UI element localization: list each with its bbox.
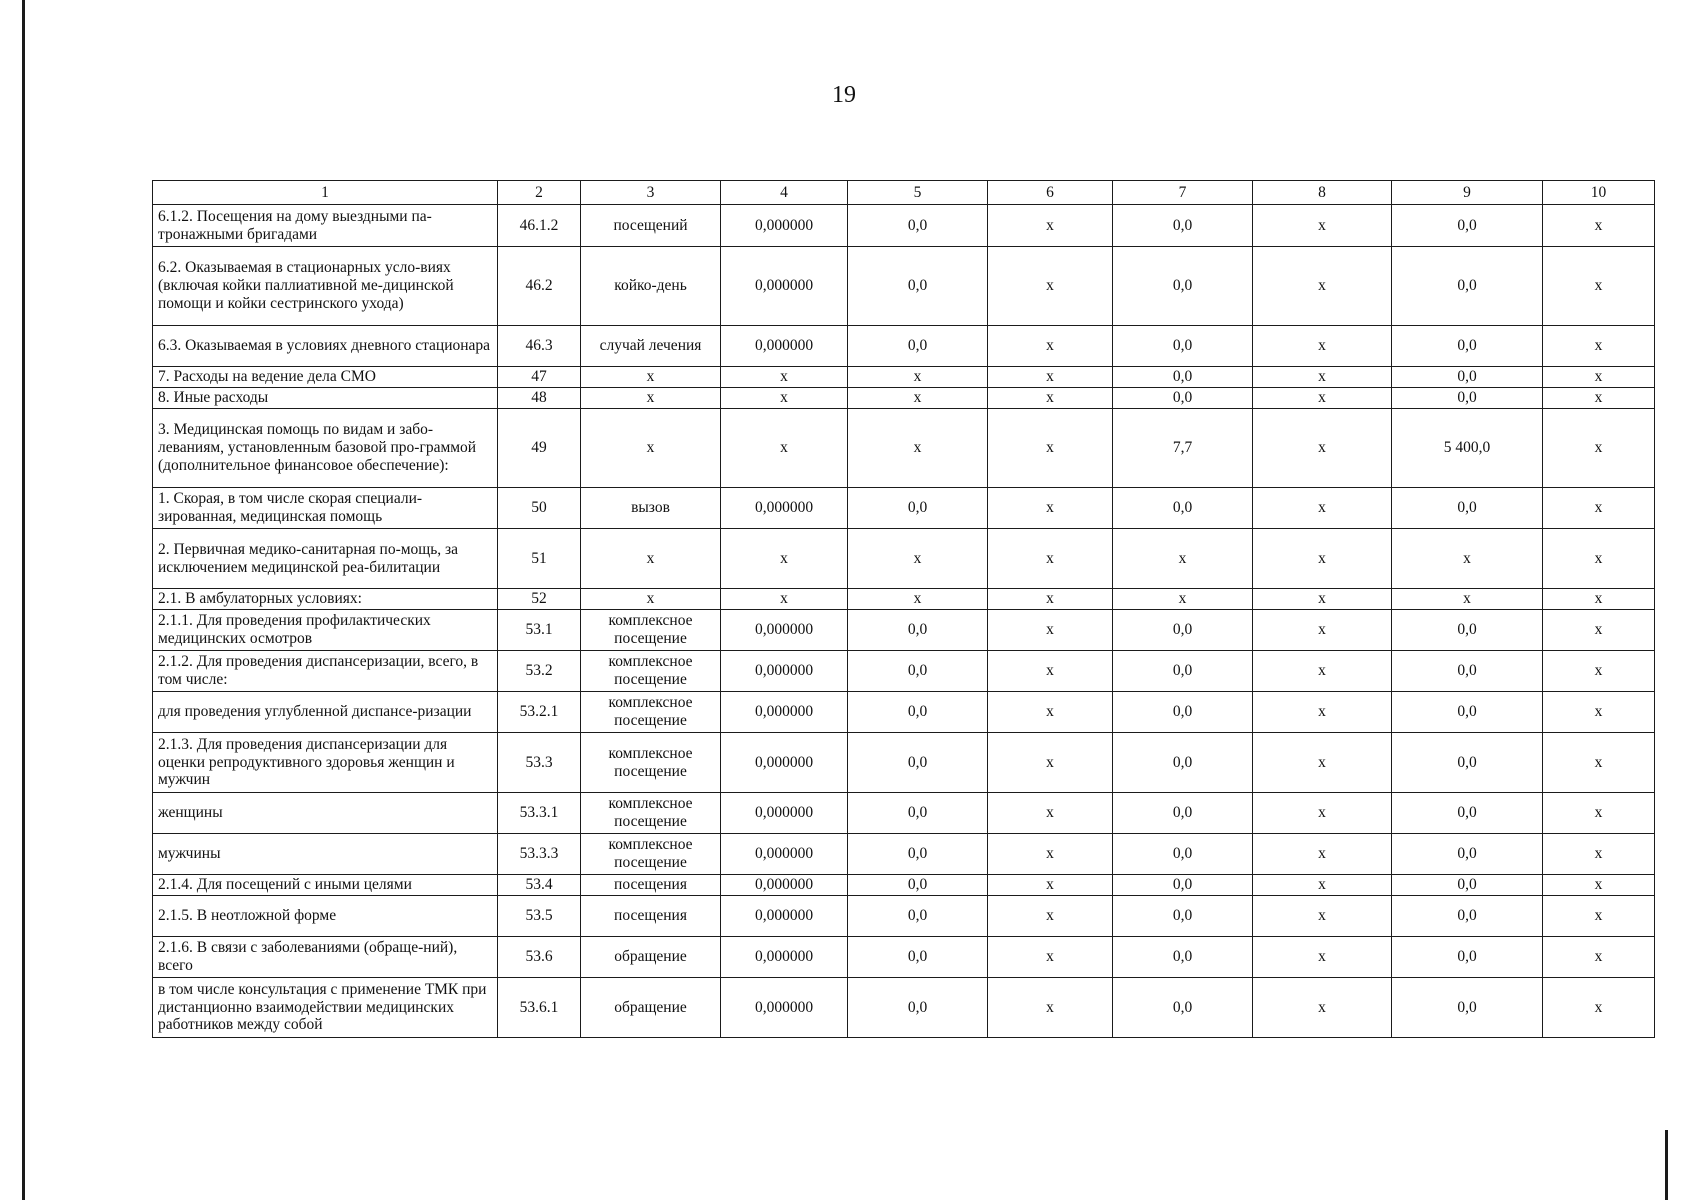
cell-col5: 0,0 (848, 875, 988, 896)
column-header-2: 2 (498, 181, 581, 205)
row-unit: комплексное посещение (581, 793, 721, 834)
row-name: 2.1.5. В неотложной форме (153, 896, 498, 937)
cell-col8: x (1253, 529, 1392, 589)
cell-col6: x (988, 875, 1113, 896)
column-header-4: 4 (721, 181, 848, 205)
cell-col7: 0,0 (1113, 388, 1253, 409)
cell-col10: x (1543, 733, 1655, 793)
cell-col4: 0,000000 (721, 692, 848, 733)
cell-col10: x (1543, 692, 1655, 733)
cell-col10: x (1543, 793, 1655, 834)
table-row (153, 409, 1655, 488)
cell-col8: x (1253, 896, 1392, 937)
column-header-1: 1 (153, 181, 498, 205)
cell-col10: x (1543, 896, 1655, 937)
row-unit: x (581, 367, 721, 388)
cell-col7: 0,0 (1113, 367, 1253, 388)
cell-col4: 0,000000 (721, 247, 848, 326)
row-code: 46.2 (498, 247, 581, 326)
row-code: 53.3 (498, 733, 581, 793)
column-header-5: 5 (848, 181, 988, 205)
cell-col6: x (988, 589, 1113, 610)
row-unit: комплексное посещение (581, 834, 721, 875)
column-header-7: 7 (1113, 181, 1253, 205)
row-code: 47 (498, 367, 581, 388)
cell-col4: 0,000000 (721, 793, 848, 834)
cell-col6: x (988, 326, 1113, 367)
cell-col8: x (1253, 793, 1392, 834)
cell-col9: 0,0 (1392, 875, 1543, 896)
row-name: мужчины (153, 834, 498, 875)
row-unit: x (581, 529, 721, 589)
cell-col4: 0,000000 (721, 651, 848, 692)
cell-col10: x (1543, 367, 1655, 388)
cell-col5: x (848, 388, 988, 409)
table-row (153, 488, 1655, 529)
row-name: 2. Первичная медико-санитарная по-мощь, за исключением медицинской реа-билитации (153, 529, 498, 589)
column-header-6: 6 (988, 181, 1113, 205)
cell-col10: x (1543, 529, 1655, 589)
cell-col4: 0,000000 (721, 326, 848, 367)
cell-col9: 0,0 (1392, 692, 1543, 733)
cell-col10: x (1543, 409, 1655, 488)
cell-col8: x (1253, 733, 1392, 793)
row-unit: комплексное посещение (581, 610, 721, 651)
cell-col5: 0,0 (848, 896, 988, 937)
cell-col8: x (1253, 651, 1392, 692)
table-row (153, 978, 1655, 1038)
cell-col9: x (1392, 529, 1543, 589)
cell-col7: x (1113, 589, 1253, 610)
cell-col10: x (1543, 247, 1655, 326)
cell-col9: 0,0 (1392, 367, 1543, 388)
cell-col10: x (1543, 610, 1655, 651)
cell-col5: 0,0 (848, 247, 988, 326)
cell-col10: x (1543, 834, 1655, 875)
row-unit: посещения (581, 875, 721, 896)
cell-col7: 0,0 (1113, 651, 1253, 692)
scan-edge-left (22, 0, 25, 1200)
cell-col10: x (1543, 205, 1655, 247)
page-number: 19 (832, 82, 856, 108)
cell-col8: x (1253, 834, 1392, 875)
row-code: 53.6.1 (498, 978, 581, 1038)
cell-col5: 0,0 (848, 326, 988, 367)
cell-col4: 0,000000 (721, 205, 848, 247)
table-row (153, 367, 1655, 388)
cell-col8: x (1253, 610, 1392, 651)
cell-col6: x (988, 388, 1113, 409)
cell-col7: 0,0 (1113, 978, 1253, 1038)
cell-col5: 0,0 (848, 793, 988, 834)
row-name: женщины (153, 793, 498, 834)
table-row (153, 388, 1655, 409)
scan-edge-right (1665, 1130, 1668, 1200)
cell-col7: 0,0 (1113, 896, 1253, 937)
row-unit: посещений (581, 205, 721, 247)
cell-col10: x (1543, 388, 1655, 409)
row-unit: комплексное посещение (581, 733, 721, 793)
row-code: 53.1 (498, 610, 581, 651)
cell-col6: x (988, 692, 1113, 733)
cell-col8: x (1253, 978, 1392, 1038)
cell-col5: 0,0 (848, 692, 988, 733)
row-unit: койко-день (581, 247, 721, 326)
cell-col8: x (1253, 326, 1392, 367)
cell-col4: 0,000000 (721, 834, 848, 875)
cell-col5: 0,0 (848, 488, 988, 529)
row-code: 53.3.1 (498, 793, 581, 834)
cell-col6: x (988, 488, 1113, 529)
cell-col7: 0,0 (1113, 834, 1253, 875)
cell-col7: x (1113, 529, 1253, 589)
cell-col4: x (721, 388, 848, 409)
cell-col9: 0,0 (1392, 651, 1543, 692)
cell-col4: x (721, 409, 848, 488)
cell-col8: x (1253, 875, 1392, 896)
cell-col9: 0,0 (1392, 834, 1543, 875)
cell-col5: x (848, 409, 988, 488)
row-code: 46.1.2 (498, 205, 581, 247)
cell-col5: x (848, 589, 988, 610)
cell-col8: x (1253, 692, 1392, 733)
table-row (153, 834, 1655, 875)
row-name: 6.1.2. Посещения на дому выездными па-тронажными бригадами (153, 205, 498, 247)
cell-col4: 0,000000 (721, 937, 848, 978)
cell-col8: x (1253, 205, 1392, 247)
cell-col10: x (1543, 978, 1655, 1038)
row-code: 53.5 (498, 896, 581, 937)
cell-col8: x (1253, 409, 1392, 488)
cell-col9: 5 400,0 (1392, 409, 1543, 488)
row-unit: x (581, 589, 721, 610)
cell-col5: x (848, 367, 988, 388)
cell-col9: 0,0 (1392, 733, 1543, 793)
cell-col10: x (1543, 875, 1655, 896)
cell-col10: x (1543, 937, 1655, 978)
row-name: для проведения углубленной диспансе-ризации (153, 692, 498, 733)
cell-col7: 0,0 (1113, 875, 1253, 896)
row-name: 2.1. В амбулаторных условиях: (153, 589, 498, 610)
row-code: 53.6 (498, 937, 581, 978)
row-unit: случай лечения (581, 326, 721, 367)
cell-col5: 0,0 (848, 205, 988, 247)
row-code: 53.4 (498, 875, 581, 896)
row-code: 51 (498, 529, 581, 589)
row-code: 48 (498, 388, 581, 409)
table-row (153, 589, 1655, 610)
cell-col10: x (1543, 326, 1655, 367)
cell-col5: 0,0 (848, 834, 988, 875)
cell-col9: 0,0 (1392, 793, 1543, 834)
cell-col5: 0,0 (848, 978, 988, 1038)
cell-col7: 0,0 (1113, 937, 1253, 978)
table-row (153, 793, 1655, 834)
row-name: 7. Расходы на ведение дела СМО (153, 367, 498, 388)
row-name: в том числе консультация с применение ТМК при дистанционно взаимодействии медицинских работников между собой (153, 978, 498, 1038)
cell-col9: 0,0 (1392, 610, 1543, 651)
row-unit: x (581, 409, 721, 488)
cell-col7: 7,7 (1113, 409, 1253, 488)
cell-col4: 0,000000 (721, 875, 848, 896)
cell-col4: x (721, 529, 848, 589)
table-row (153, 875, 1655, 896)
row-code: 50 (498, 488, 581, 529)
cell-col9: 0,0 (1392, 937, 1543, 978)
cell-col6: x (988, 247, 1113, 326)
cell-col9: 0,0 (1392, 896, 1543, 937)
cell-col7: 0,0 (1113, 733, 1253, 793)
cell-col7: 0,0 (1113, 247, 1253, 326)
cell-col4: x (721, 589, 848, 610)
cell-col9: 0,0 (1392, 978, 1543, 1038)
cell-col7: 0,0 (1113, 205, 1253, 247)
cell-col6: x (988, 978, 1113, 1038)
row-name: 2.1.6. В связи с заболеваниями (обраще-ний), всего (153, 937, 498, 978)
row-unit: x (581, 388, 721, 409)
row-code: 52 (498, 589, 581, 610)
cell-col9: 0,0 (1392, 326, 1543, 367)
row-code: 53.3.3 (498, 834, 581, 875)
cell-col7: 0,0 (1113, 793, 1253, 834)
cell-col8: x (1253, 367, 1392, 388)
cell-col6: x (988, 610, 1113, 651)
cell-col8: x (1253, 589, 1392, 610)
row-unit: обращение (581, 978, 721, 1038)
cell-col5: 0,0 (848, 937, 988, 978)
cell-col9: 0,0 (1392, 247, 1543, 326)
table-row (153, 651, 1655, 692)
column-header-3: 3 (581, 181, 721, 205)
table-row (153, 529, 1655, 589)
cell-col9: 0,0 (1392, 488, 1543, 529)
column-header-10: 10 (1543, 181, 1655, 205)
cell-col9: x (1392, 589, 1543, 610)
cell-col5: 0,0 (848, 733, 988, 793)
row-name: 2.1.3. Для проведения диспансеризации для оценки репродуктивного здоровья женщин и мужчин (153, 733, 498, 793)
cell-col7: 0,0 (1113, 488, 1253, 529)
cell-col6: x (988, 793, 1113, 834)
cell-col5: 0,0 (848, 610, 988, 651)
cell-col6: x (988, 937, 1113, 978)
cell-col4: 0,000000 (721, 978, 848, 1038)
cell-col5: 0,0 (848, 651, 988, 692)
cell-col4: 0,000000 (721, 896, 848, 937)
cell-col6: x (988, 409, 1113, 488)
cell-col6: x (988, 529, 1113, 589)
cell-col4: 0,000000 (721, 610, 848, 651)
cell-col10: x (1543, 488, 1655, 529)
cell-col6: x (988, 205, 1113, 247)
cell-col4: 0,000000 (721, 733, 848, 793)
table-row (153, 733, 1655, 793)
row-name: 2.1.1. Для проведения профилактических медицинских осмотров (153, 610, 498, 651)
row-name: 8. Иные расходы (153, 388, 498, 409)
row-name: 2.1.2. Для проведения диспансеризации, всего, в том числе: (153, 651, 498, 692)
table-row (153, 326, 1655, 367)
row-code: 46.3 (498, 326, 581, 367)
cell-col7: 0,0 (1113, 610, 1253, 651)
cell-col4: 0,000000 (721, 488, 848, 529)
cell-col6: x (988, 896, 1113, 937)
cell-col8: x (1253, 488, 1392, 529)
row-name: 6.3. Оказываемая в условиях дневного стационара (153, 326, 498, 367)
cell-col8: x (1253, 247, 1392, 326)
cell-col7: 0,0 (1113, 692, 1253, 733)
row-unit: вызов (581, 488, 721, 529)
row-code: 53.2.1 (498, 692, 581, 733)
column-header-9: 9 (1392, 181, 1543, 205)
row-code: 49 (498, 409, 581, 488)
row-name: 6.2. Оказываемая в стационарных усло-виях (включая койки паллиативной ме-дицинской помощи и койки сестринского ухода) (153, 247, 498, 326)
cell-col9: 0,0 (1392, 388, 1543, 409)
row-code: 53.2 (498, 651, 581, 692)
header-row (153, 181, 1655, 205)
row-unit: комплексное посещение (581, 692, 721, 733)
cell-col6: x (988, 733, 1113, 793)
table-row (153, 937, 1655, 978)
table-row (153, 205, 1655, 247)
column-header-8: 8 (1253, 181, 1392, 205)
table-row (153, 610, 1655, 651)
row-name: 3. Медицинская помощь по видам и забо-леваниям, установленным базовой про-граммой (дополнительное финансовое обеспечение): (153, 409, 498, 488)
row-unit: комплексное посещение (581, 651, 721, 692)
cell-col8: x (1253, 937, 1392, 978)
table-row (153, 896, 1655, 937)
table-row (153, 692, 1655, 733)
table-body (153, 205, 1655, 1038)
cell-col6: x (988, 834, 1113, 875)
row-name: 2.1.4. Для посещений с иными целями (153, 875, 498, 896)
cell-col6: x (988, 651, 1113, 692)
row-unit: посещения (581, 896, 721, 937)
cell-col5: x (848, 529, 988, 589)
table-row (153, 247, 1655, 326)
cell-col8: x (1253, 388, 1392, 409)
cell-col6: x (988, 367, 1113, 388)
cell-col10: x (1543, 589, 1655, 610)
cell-col9: 0,0 (1392, 205, 1543, 247)
row-name: 1. Скорая, в том числе скорая специали-зированная, медицинская помощь (153, 488, 498, 529)
row-unit: обращение (581, 937, 721, 978)
cell-col7: 0,0 (1113, 326, 1253, 367)
cell-col4: x (721, 367, 848, 388)
cell-col10: x (1543, 651, 1655, 692)
data-table (152, 180, 1655, 1038)
